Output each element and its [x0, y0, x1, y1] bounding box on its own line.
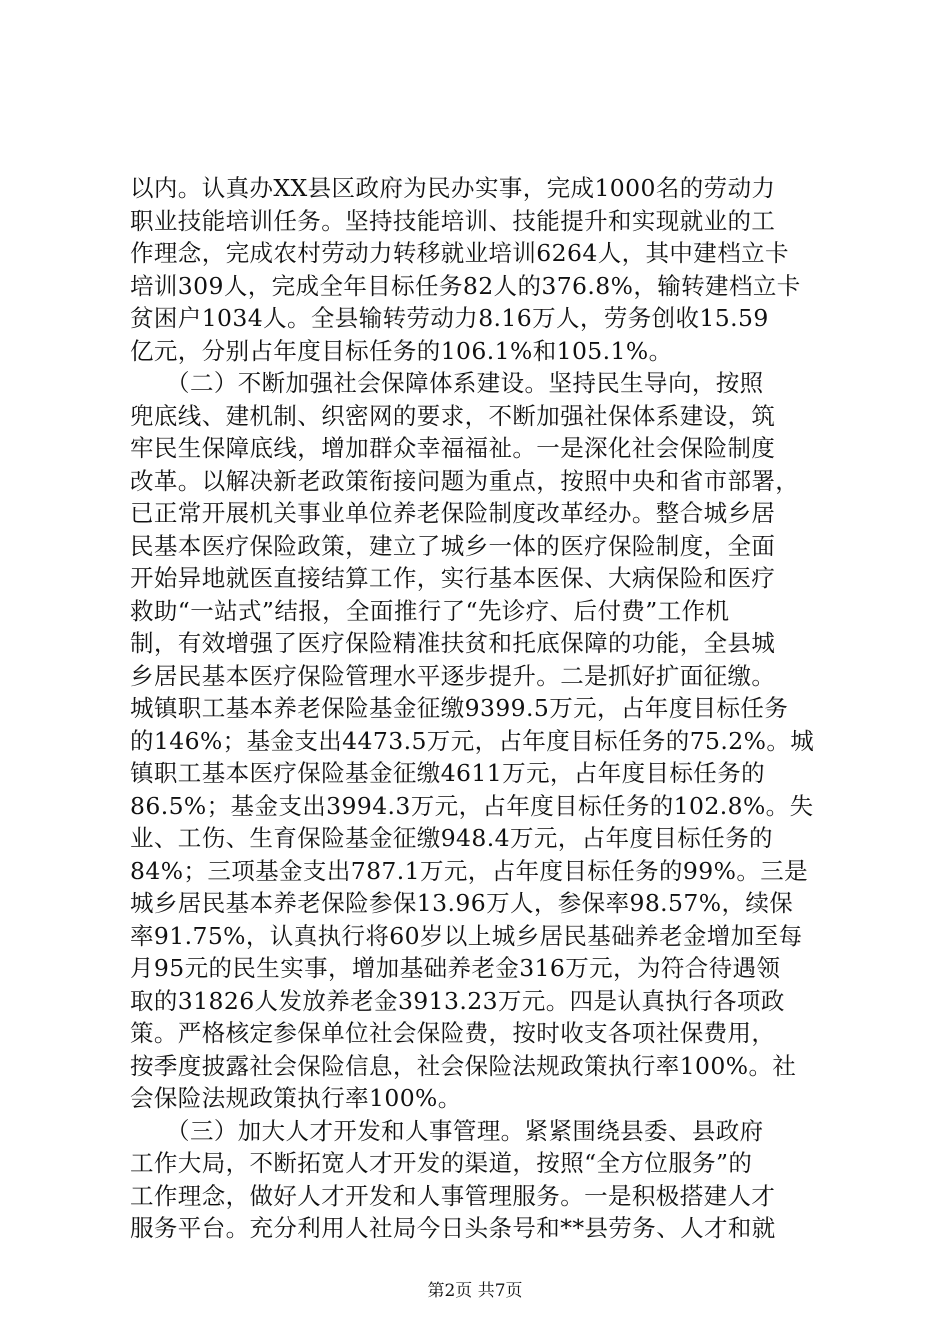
text-line: 兜底线、建机制、织密网的要求，不断加强社保体系建设，筑	[130, 401, 776, 430]
text-line: 培训309人，完成全年目标任务82人的376.8%，输转建档立卡	[130, 271, 801, 300]
text-line: 策。严格核定参保单位社会保险费，按时收支各项社保费用，	[130, 1019, 776, 1047]
text-line: 城镇职工基本养老保险基金征缴9399.5万元，占年度目标任务	[130, 694, 789, 722]
text-line: 的146%；基金支出4473.5万元，占年度目标任务的75.2%。城	[130, 726, 815, 755]
text-line: 服务平台。充分利用人社局今日头条号和**县劳务、人才和就	[130, 1214, 776, 1242]
section-heading-line: （二）不断加强社会保障体系建设。坚持民生导向，按照	[130, 369, 764, 397]
text-line: 镇职工基本医疗保险基金征缴4611万元，占年度目标任务的	[130, 759, 766, 787]
text-line: 按季度披露社会保险信息，社会保险法规政策执行率100%。社	[130, 1051, 797, 1080]
text-line: 会保险法规政策执行率100%。	[130, 1084, 462, 1112]
page-footer: 第2页 共7页	[427, 1281, 523, 1301]
text-line: 牢民生保障底线，增加群众幸福福祉。一是深化社会保险制度	[130, 434, 776, 462]
text-line: 以内。认真办XX县区政府为民办实事，完成1000名的劳动力	[130, 174, 776, 202]
text-line: 开始异地就医直接结算工作，实行基本医保、大病保险和医疗	[130, 564, 776, 592]
text-line: 贫困户1034人。全县输转劳动力8.16万人，劳务创收15.59	[130, 304, 769, 332]
document-body	[130, 172, 830, 1245]
text-line: 业、工伤、生育保险基金征缴948.4万元，占年度目标任务的	[130, 824, 773, 852]
text-line: 改革。以解决新老政策衔接问题为重点，按照中央和省市部署，	[130, 466, 800, 495]
text-line: 制，有效增强了医疗保险精准扶贫和托底保障的功能，全县城	[130, 629, 776, 657]
text-line: 84%；三项基金支出787.1万元，占年度目标任务的99%。三是	[130, 856, 809, 885]
text-line: 乡居民基本医疗保险管理水平逐步提升。二是抓好扩面征缴。	[130, 661, 776, 690]
text-line: 城乡居民基本养老保险参保13.96万人，参保率98.57%，续保	[130, 889, 794, 917]
text-line: 作理念，完成农村劳动力转移就业培训6264人，其中建档立卡	[130, 239, 789, 267]
text-line: 月95元的民生实事，增加基础养老金316万元，为符合待遇领	[130, 954, 781, 982]
text-line: 率91.75%，认真执行将60岁以上城乡居民基础养老金增加至每	[130, 921, 803, 950]
text-line: 亿元，分别占年度目标任务的106.1%和105.1%。	[130, 336, 673, 365]
text-line: 已正常开展机关事业单位养老保险制度改革经办。整合城乡居	[130, 499, 776, 527]
text-line: 工作大局，不断拓宽人才开发的渠道，按照“全方位服务”的	[130, 1149, 753, 1177]
text-line: 取的31826人发放养老金3913.23万元。四是认真执行各项政	[130, 986, 785, 1015]
text-line: 86.5%；基金支出3994.3万元，占年度目标任务的102.8%。失	[130, 791, 814, 820]
text-line: 民基本医疗保险政策，建立了城乡一体的医疗保险制度，全面	[130, 531, 776, 560]
section-heading-line: （三）加大人才开发和人事管理。紧紧围绕县委、县政府	[130, 1116, 764, 1145]
text-line: 救助“一站式”结报，全面推行了“先诊疗、后付费”工作机	[130, 596, 730, 625]
text-line: 职业技能培训任务。坚持技能培训、技能提升和实现就业的工	[130, 206, 776, 235]
text-line: 工作理念，做好人才开发和人事管理服务。一是积极搭建人才	[130, 1181, 776, 1210]
